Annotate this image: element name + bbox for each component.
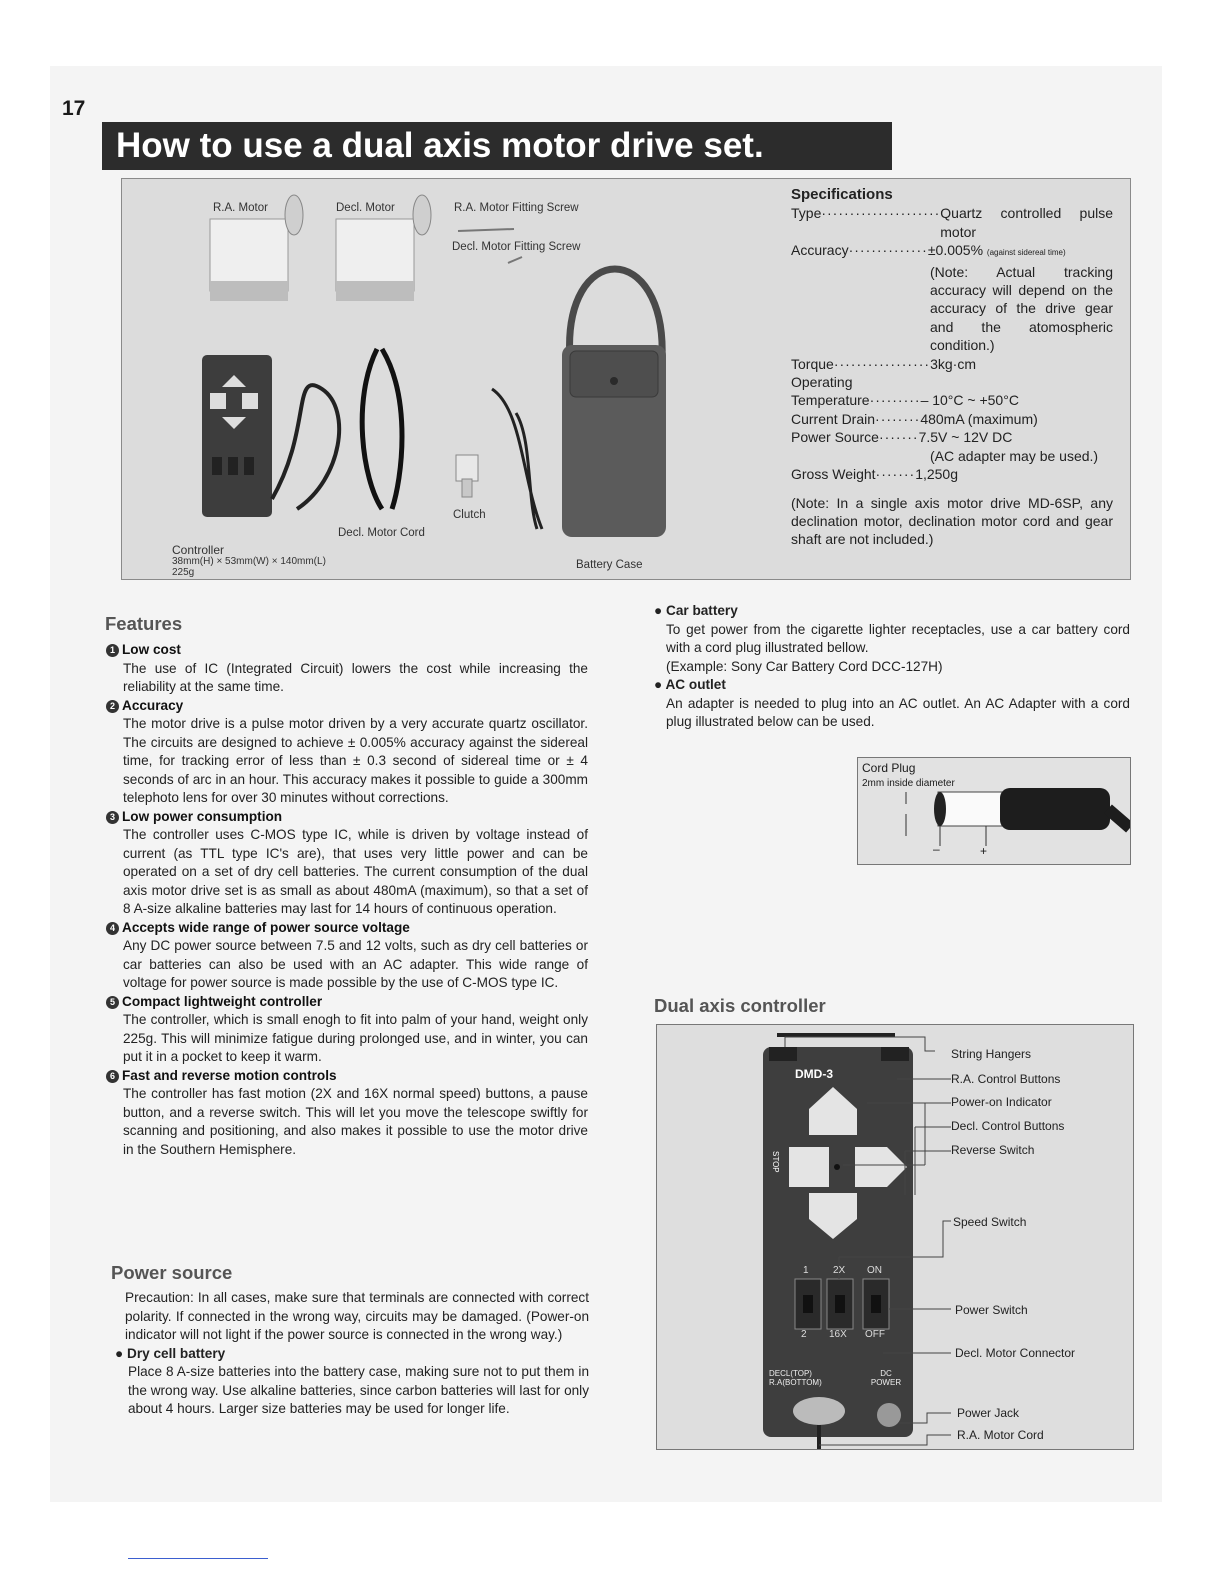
label-controller: Controller	[172, 543, 225, 557]
callout-ra-motor-cord: R.A. Motor Cord	[957, 1428, 1044, 1442]
feature-title: Fast and reverse motion controls	[122, 1067, 337, 1083]
spec-torque-row: Torque ················· 3kg·cm	[791, 355, 976, 372]
decl-screw-image	[508, 257, 522, 263]
label-controller-weight: 225g	[172, 567, 195, 578]
spec-operating-label: Operating	[791, 374, 853, 391]
spec-type-row: Type ····················· Quartz controlled pulse motor	[791, 205, 1113, 240]
spec-temperature-row: Temperature ········· – 10°C ~ +50°C	[791, 392, 1019, 409]
spec-temperature-label: Temperature	[791, 392, 870, 409]
spec-accuracy-qualifier: (against sidereal time)	[986, 248, 1066, 258]
decl-cord-image	[362, 349, 402, 509]
switch-label-2x: 2X	[833, 1265, 846, 1276]
feature-item	[106, 1067, 588, 1160]
feature-title: Accepts wide range of power source voltage	[122, 919, 410, 935]
decl-left-button	[789, 1147, 829, 1187]
switch-label-on: ON	[867, 1265, 882, 1276]
feature-text: The use of IC (Integrated Circuit) lowers the cost while increasing the reliability at the same time.	[123, 660, 588, 694]
cord-plug-diameter: 2mm inside diameter	[862, 778, 955, 789]
spec-type-label: Type	[791, 205, 822, 222]
cord-plug-drawing	[858, 758, 1130, 864]
feature-item	[106, 993, 588, 1067]
feature-number: 3	[106, 811, 119, 824]
spec-current-label: Current Drain	[791, 410, 876, 427]
spec-torque-label: Torque	[791, 355, 834, 372]
ra-screw-image	[458, 229, 514, 231]
label-decl-screw: Decl. Motor Fitting Screw	[452, 241, 581, 253]
dual-controller-figure	[656, 1024, 1134, 1450]
feature-text: The controller, which is small enogh to fit into palm of your hand, weight only 225g. This will minimize fatigue during prolonged use, and in winter, you can put it in a pocket to keep it warm.	[123, 1012, 588, 1064]
spec-temperature-value: – 10°C ~ +50°C	[920, 392, 1019, 409]
feature-number: 4	[106, 922, 119, 935]
ac-outlet-title: ● AC outlet	[654, 677, 726, 692]
feature-title: Accuracy	[122, 697, 184, 713]
switch-label-16x: 16X	[829, 1329, 847, 1340]
label-battery-case: Battery Case	[576, 559, 643, 571]
ra-cord-image	[272, 385, 339, 509]
label-clutch: Clutch	[453, 509, 486, 521]
feature-title: Low cost	[122, 642, 181, 657]
car-battery-title: ● Car battery	[654, 603, 738, 618]
callout-speed-switch: Speed Switch	[953, 1215, 1027, 1229]
power-on-indicator	[834, 1164, 840, 1170]
clutch-image	[456, 455, 478, 497]
spec-power-value: 7.5V ~ 12V DC	[918, 429, 1013, 446]
feature-item	[106, 919, 588, 993]
switch-label-1: 1	[803, 1265, 809, 1276]
controller-model: DMD-3	[795, 1067, 833, 1081]
feature-text: The controller uses C-MOS type IC, while is driven by voltage instead of current (as TTL type IC's are), that uses very little power and can be operated on a set of dry cell batteries. The current consumption of the dual axis motor drive set is as small as about 480mA (maximum), so that a set of 8 A-size alkaline batteries may last for 14 hours of continuous operation.	[123, 827, 588, 916]
cord-plug-figure	[857, 757, 1131, 865]
spec-weight-value: 1,250g	[915, 466, 959, 483]
spec-power-label: Power Source	[791, 429, 879, 446]
car-battery-text: To get power from the cigarette lighter receptacles, use a car battery cord with a cord plug illustrated bellow.	[666, 621, 1130, 655]
callout-power-on-indicator: Power-on Indicator	[951, 1095, 1052, 1109]
dry-cell-text: Place 8 A-size batteries into the battery case, making sure not to put them in the wrong way. Use alkaline batteries, since carbon batteries will last for only about 4 hours. Larger size batteries may be used for longer life.	[128, 1364, 589, 1416]
feature-text: Any DC power source between 7.5 and 12 volts, such as dry cell batteries or car batteries can also be used with an AC adapter. This wide range of voltage for power source is made possible by the use of C-MOS type IC.	[123, 938, 588, 990]
spec-single-axis-note: (Note: In a single axis motor drive MD-6SP, any declination motor, declination motor cord and gear shaft are not included.)	[791, 494, 1113, 548]
spec-type-value: Quartz controlled pulse motor	[940, 205, 1113, 240]
feature-number: 5	[106, 996, 119, 1009]
spec-accuracy-note: (Note: Actual tracking accuracy will depend on the accuracy of the drive gear and the atomospheric condition.)	[930, 263, 1113, 354]
callout-decl-control-buttons: Decl. Control Buttons	[951, 1119, 1065, 1133]
power-source-continued	[654, 602, 1130, 732]
photo-panel	[121, 178, 1131, 580]
connector-label-decl-ra: DECL(TOP) R.A(BOTTOM)	[769, 1369, 822, 1387]
battery-cable-image	[492, 389, 542, 529]
callout-power-jack: Power Jack	[957, 1406, 1020, 1420]
page-title: How to use a dual axis motor drive set.	[102, 122, 892, 170]
spec-power-note: (AC adapter may be used.)	[930, 447, 1099, 464]
feature-title: Compact lightweight controller	[122, 993, 323, 1009]
feature-item	[106, 641, 588, 697]
label-controller-dims: 38mm(H) × 53mm(W) × 140mm(L)	[172, 556, 326, 567]
feature-text: The motor drive is a pulse motor driven by a very accurate quartz oscillator. The circuits are designed to achieve ± 0.005% accuracy against the sidereal time, for tracking error of less than ± 0.3 second of sidereal time or ± 4 seconds of arc in an hour. This accuracy makes it possible to guide a 300mm telephoto lens for over 30 minutes without corrections.	[123, 716, 588, 805]
feature-item	[106, 697, 588, 808]
power-source-section	[115, 1289, 589, 1419]
feature-text: The controller has fast motion (2X and 16X normal speed) buttons, a pause button, and a reverse switch. This will let you move the telescope swiftly for scanning and positioning, and also makes it possible to use the motor drive in the Southern Hemisphere.	[123, 1086, 588, 1157]
spec-power-row: Power Source ······· 7.5V ~ 12V DC	[791, 429, 1013, 446]
footer-rule	[128, 1558, 268, 1559]
features-heading: Features	[105, 613, 183, 634]
car-battery-example: (Example: Sony Car Battery Cord DCC-127H)	[666, 658, 943, 674]
ac-outlet-text: An adapter is needed to plug into an AC outlet. An AC Adapter with a cord plug illustrated below can be used.	[666, 695, 1130, 729]
precaution-text: Precaution: In all cases, make sure that terminals are connected with correct polarity. If connected in the wrong way, circuits may be damaged. (Power-on indicator will not light if the power source is connected in the wrong way.)	[125, 1290, 589, 1342]
cord-plug-plus: +	[980, 844, 988, 858]
callout-decl-motor-connector: Decl. Motor Connector	[955, 1346, 1076, 1360]
spec-title: Specifications	[791, 186, 893, 203]
spec-accuracy-value: ±0.005%	[927, 242, 984, 259]
power-source-heading: Power source	[111, 1262, 233, 1283]
spec-current-row: Current Drain ········ 480mA (maximum)	[791, 410, 1038, 427]
spec-current-value: 480mA (maximum)	[920, 410, 1038, 427]
spec-weight-row: Gross Weight ······· 1,250g	[791, 466, 959, 483]
cord-plug-minus: –	[933, 842, 940, 856]
connector-label-dc-power: DC POWER	[870, 1369, 902, 1387]
battery-case-image	[562, 269, 666, 537]
feature-number: 2	[106, 700, 119, 713]
stop-label: STOP	[771, 1151, 780, 1173]
switch-label-2: 2	[801, 1329, 807, 1340]
callout-string-hangers: String Hangers	[951, 1047, 1032, 1061]
label-ra-screw: R.A. Motor Fitting Screw	[454, 202, 579, 214]
dry-cell-title: ● Dry cell battery	[115, 1345, 226, 1361]
callout-reverse-switch: Reverse Switch	[951, 1143, 1035, 1157]
dual-controller-heading: Dual axis controller	[654, 995, 826, 1016]
callout-power-switch: Power Switch	[955, 1303, 1028, 1317]
controller-image	[202, 355, 272, 517]
switch-label-off: OFF	[865, 1329, 885, 1340]
specifications	[791, 186, 1113, 549]
feature-title: Low power consumption	[122, 808, 283, 824]
feature-item	[106, 808, 588, 919]
spec-accuracy-label: Accuracy	[791, 242, 849, 259]
spec-accuracy-row: Accuracy ·············· ±0.005% (against sidereal time)	[791, 241, 1113, 262]
page-number: 17	[62, 97, 86, 120]
label-ra-motor: R.A. Motor	[213, 202, 268, 214]
callout-ra-control-buttons: R.A. Control Buttons	[951, 1072, 1061, 1086]
cord-plug-title: Cord Plug	[862, 761, 916, 775]
feature-number: 1	[106, 644, 119, 657]
label-decl-motor: Decl. Motor	[336, 202, 395, 214]
spec-weight-label: Gross Weight	[791, 466, 876, 483]
spec-torque-value: 3kg·cm	[930, 355, 976, 372]
feature-number: 6	[106, 1070, 119, 1083]
label-decl-cord: Decl. Motor Cord	[338, 527, 425, 539]
features-list	[106, 641, 588, 1159]
